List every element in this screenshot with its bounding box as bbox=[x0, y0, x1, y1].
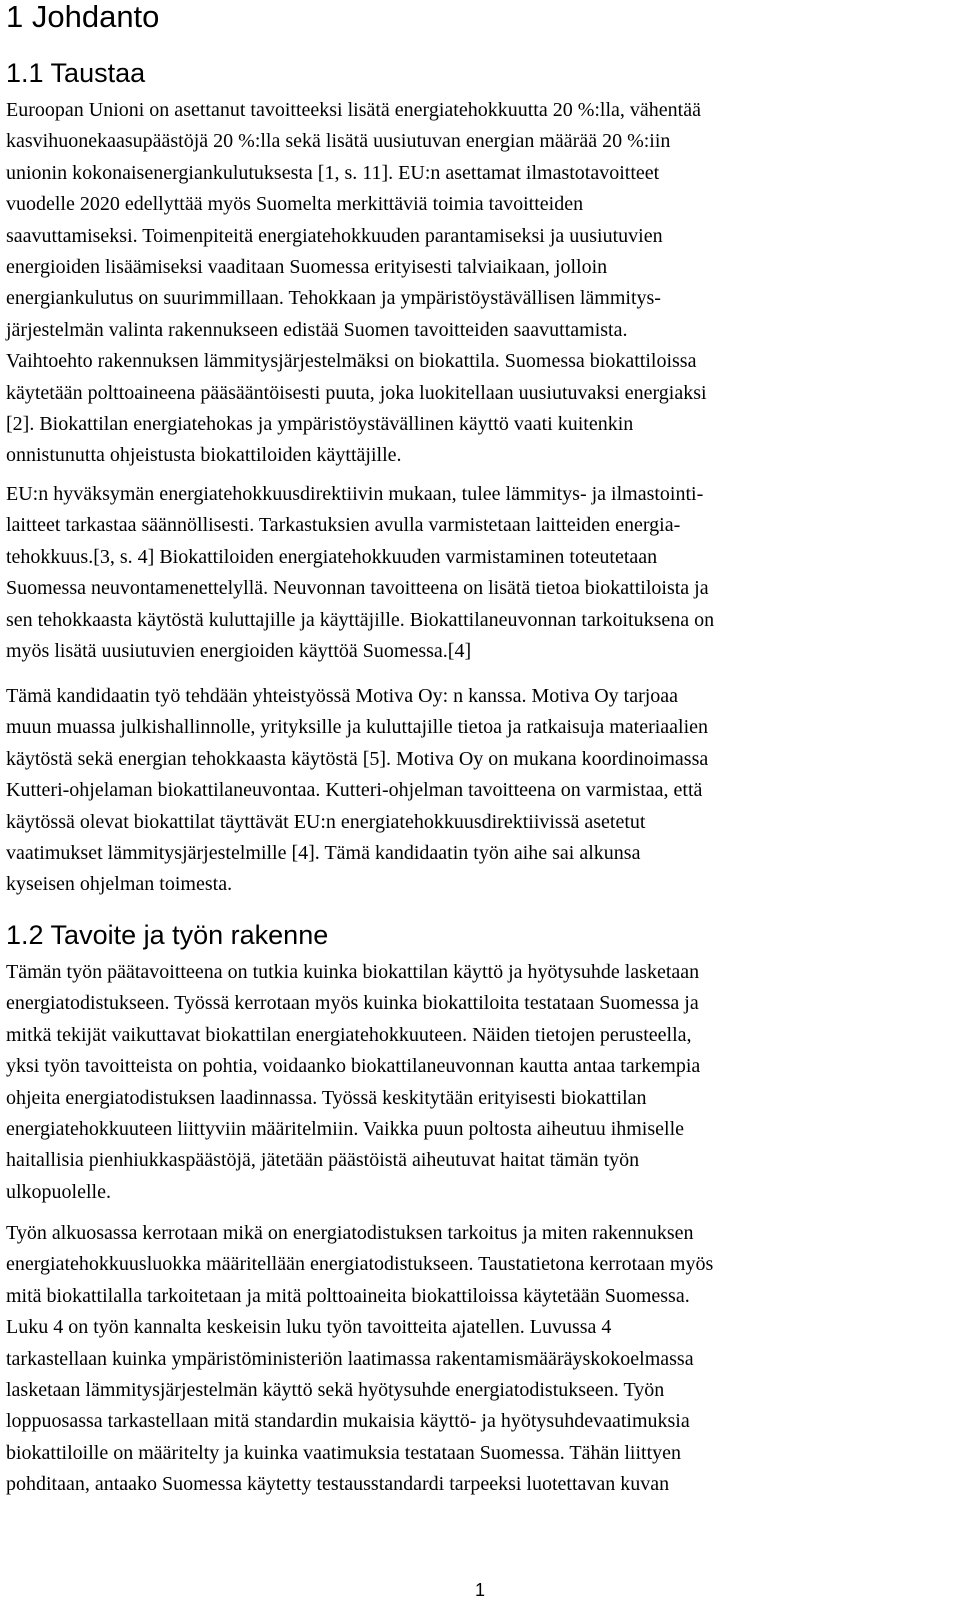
text-line: onnistunutta ohjeistusta biokattiloiden käyttäjille. bbox=[6, 444, 402, 467]
text-line: energiatehokkuuteen liittyviin määritelmiin. Vaikka puun poltosta aiheutuu ihmiselle bbox=[6, 1118, 685, 1141]
chapter-heading: 1 Johdanto bbox=[6, 0, 160, 34]
text-line: tarkastellaan kuinka ympäristöministeriön laatimassa rakentamismääräyskokoelmassa bbox=[6, 1347, 694, 1370]
page-number: 1 bbox=[474, 1580, 485, 1600]
paragraph-tavoite-1 bbox=[6, 957, 956, 1208]
paragraph-taustaa-1 bbox=[6, 95, 956, 472]
paragraph-taustaa-2 bbox=[6, 479, 956, 667]
text-line: myös lisätä uusiutuvien energioiden käyttöä Suomessa.[4] bbox=[6, 640, 472, 663]
text-line: ohjeita energiatodistuksen laadinnassa. Työssä keskitytään erityisesti biokattilan bbox=[6, 1086, 647, 1109]
text-line: energioiden lisäämiseksi vaaditaan Suomessa erityisesti talviaikaan, jolloin bbox=[6, 256, 608, 279]
text-line: [2]. Biokattilan energiatehokas ja ympäristöystävällinen käyttö vaati kuitenkin bbox=[6, 413, 634, 436]
text-line: haitallisia pienhiukkaspäästöjä, jätetään päästöistä aiheutuvat haitat tämän työn bbox=[6, 1149, 640, 1172]
text-line: pohditaan, antaako Suomessa käytetty testausstandardi tarpeeksi luotettavan kuvan bbox=[6, 1473, 670, 1496]
text-line: järjestelmän valinta rakennukseen edistää Suomen tavoitteiden saavuttamista. bbox=[6, 318, 628, 341]
text-line: biokattiloille on määritelty ja kuinka vaatimuksia testataan Suomessa. Tähän liittyen bbox=[6, 1441, 682, 1464]
text-line: käytetään polttoaineena pääsääntöisesti puuta, joka luokitellaan uusiutuvaksi energiaksi bbox=[6, 381, 707, 404]
text-line: yksi työn tavoitteista on pohtia, voidaanko biokattilaneuvonnan kautta antaa tarkempia bbox=[6, 1055, 701, 1078]
text-line: ulkopuolelle. bbox=[6, 1180, 111, 1203]
paragraph-taustaa-3 bbox=[6, 681, 956, 901]
paragraph-tavoite-2 bbox=[6, 1218, 956, 1501]
section-heading-taustaa: 1.1 Taustaa bbox=[6, 58, 146, 88]
text-line: kyseisen ohjelman toimesta. bbox=[6, 873, 233, 896]
section-heading-tavoite: 1.2 Tavoite ja työn rakenne bbox=[6, 920, 329, 950]
text-line: unionin kokonaisenergiankulutuksesta [1, s. 11]. EU:n asettamat ilmastotavoitteet bbox=[6, 161, 660, 184]
text-line: lasketaan lämmitysjärjestelmän käyttö sekä hyötysuhde energiatodistukseen. Työn bbox=[6, 1379, 665, 1402]
text-line: laitteet tarkastaa säännöllisesti. Tarkastuksien avulla varmistetaan laitteiden energia- bbox=[6, 514, 681, 537]
text-line: käytöstä sekä energian tehokkaasta käytöstä [5]. Motiva Oy on mukana koordinoimassa bbox=[6, 747, 709, 770]
text-line: Kutteri-ohjelaman biokattilaneuvontaa. Kutteri-ohjelman tavoitteena on varmistaa, että bbox=[6, 779, 703, 802]
text-line: mitkä tekijät vaikuttavat biokattilan energiatehokkuuteen. Näiden tietojen perusteella, bbox=[6, 1023, 692, 1046]
text-line: vuodelle 2020 edellyttää myös Suomelta merkittäviä toimia tavoitteiden bbox=[6, 193, 584, 216]
text-line: energiatodistukseen. Työssä kerrotaan myös kuinka biokattiloita testataan Suomessa ja bbox=[6, 992, 699, 1015]
text-line: käytössä olevat biokattilat täyttävät EU:n energiatehokkuusdirektiivissä asetetut bbox=[6, 810, 646, 833]
text-line: saavuttamiseksi. Toimenpiteitä energiatehokkuuden parantamiseksi ja uusiutuvien bbox=[6, 224, 663, 247]
text-line: Suomessa neuvontamenettelyllä. Neuvonnan tavoitteena on lisätä tietoa biokattiloista ja bbox=[6, 577, 709, 600]
text-line: muun muassa julkishallinnolle, yrityksille ja kuluttajille tietoa ja ratkaisuja materiaalien bbox=[6, 716, 709, 739]
text-line: Vaihtoehto rakennuksen lämmitysjärjestelmäksi on biokattila. Suomessa biokattiloissa bbox=[6, 350, 697, 373]
text-line: mitä biokattilalla tarkoitetaan ja mitä polttoaineita biokattiloissa käytetään Suomessa. bbox=[6, 1284, 690, 1307]
text-line: Euroopan Unioni on asettanut tavoitteeksi lisätä energiatehokkuutta 20 %:lla, vähentää bbox=[6, 99, 701, 121]
text-line: vaatimukset lämmitysjärjestelmille [4]. Tämä kandidaatin työn aihe sai alkunsa bbox=[6, 842, 641, 865]
text-line: Tämä kandidaatin työ tehdään yhteistyössä Motiva Oy: n kanssa. Motiva Oy tarjoaa bbox=[6, 685, 679, 707]
text-line: sen tehokkaasta käytöstä kuluttajille ja käyttäjille. Biokattilaneuvonnan tarkoituksena on bbox=[6, 608, 715, 631]
text-line: EU:n hyväksymän energiatehokkuusdirektiivin mukaan, tulee lämmitys- ja ilmastointi- bbox=[6, 483, 704, 505]
text-line: Tämän työn päätavoitteena on tutkia kuinka biokattilan käyttö ja hyötysuhde lasketaan bbox=[6, 961, 700, 983]
text-line: tehokkuus.[3, s. 4] Biokattiloiden energiatehokkuuden varmistaminen toteutetaan bbox=[6, 545, 658, 568]
text-line: Työn alkuosassa kerrotaan mikä on energiatodistuksen tarkoitus ja miten rakennuksen bbox=[6, 1222, 694, 1244]
text-line: Luku 4 on työn kannalta keskeisin luku työn tavoitteita ajatellen. Luvussa 4 bbox=[6, 1316, 612, 1339]
text-line: kasvihuonekaasupäästöjä 20 %:lla sekä lisätä uusiutuvan energian määrää 20 %:iin bbox=[6, 130, 671, 153]
text-line: energiankulutus on suurimmillaan. Tehokkaan ja ympäristöystävällisen lämmitys- bbox=[6, 287, 661, 310]
text-line: loppuosassa tarkastellaan mitä standardin mukaisia käyttö- ja hyötysuhdevaatimuksia bbox=[6, 1410, 690, 1433]
text-line: energiatehokkuusluokka määritellään energiatodistukseen. Taustatietona kerrotaan myös bbox=[6, 1253, 714, 1276]
